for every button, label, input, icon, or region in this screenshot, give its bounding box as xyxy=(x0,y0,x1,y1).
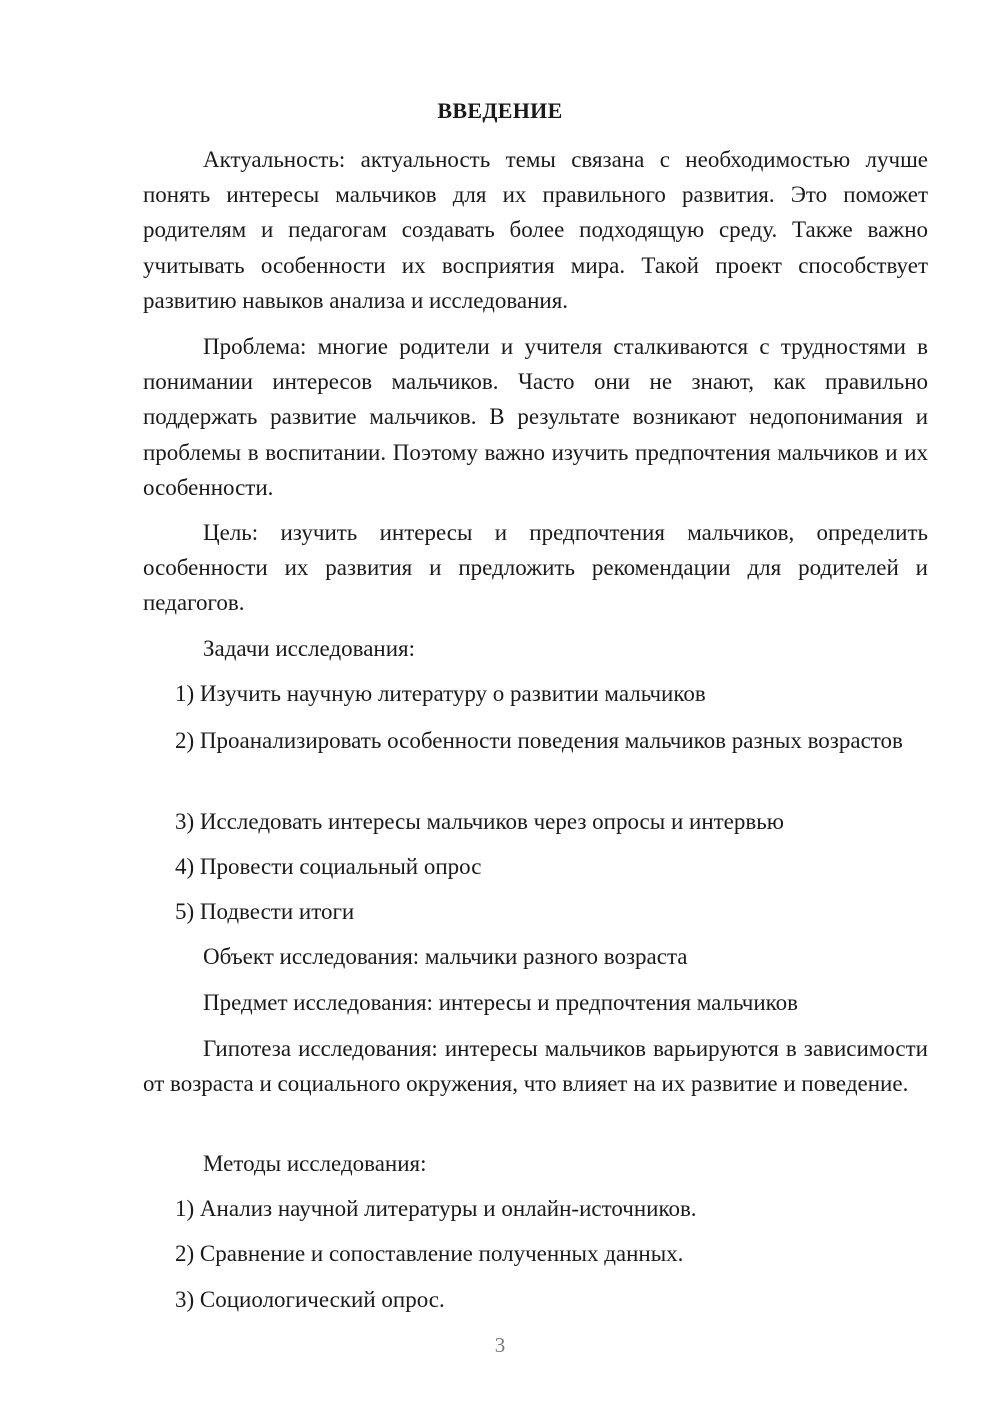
page-number: 3 xyxy=(494,1333,506,1357)
task-item: 5) Подвести итоги xyxy=(175,899,355,924)
method-item: 1) Анализ научной литературы и онлайн-источников. xyxy=(175,1196,697,1221)
tasks-heading: Задачи исследования: xyxy=(203,636,416,661)
task-item: 4) Провести социальный опрос xyxy=(175,854,482,879)
methods-heading: Методы исследования: xyxy=(203,1151,427,1176)
hypothesis-paragraph: Гипотеза исследования: интересы мальчиков варьируются в зависимости от возраста и социального окружения, что влияет на их развитие и поведение. xyxy=(143,1036,928,1097)
task-item: 3) Исследовать интересы мальчиков через опросы и интервью xyxy=(175,809,784,834)
method-item: 3) Социологический опрос. xyxy=(175,1287,445,1312)
goal-paragraph: Цель: изучить интересы и предпочтения мальчиков, определить особенности их развития и предложить рекомендации для родителей и педагогов. xyxy=(143,520,928,616)
task-item: 1) Изучить научную литературу о развитии мальчиков xyxy=(175,681,706,706)
object-paragraph: Объект исследования: мальчики разного возраста xyxy=(203,944,688,969)
relevance-paragraph: Актуальность: актуальность темы связана с необходимостью лучше понять интересы мальчиков для их правильного развития. Это поможет родителям и педагогам создавать более подходящую среду. Также важно учитывать особенности их восприятия мира. Такой проект способствует развитию навыков анализа и исследования. xyxy=(143,147,928,313)
task-item: 2) Проанализировать особенности поведения мальчиков разных возрастов xyxy=(175,728,903,753)
method-item: 2) Сравнение и сопоставление полученных данных. xyxy=(175,1241,684,1266)
problem-paragraph: Проблема: многие родители и учителя сталкиваются с трудностями в понимании интересов мальчиков. Часто они не знают, как правильно поддержать развитие мальчиков. В результате возникают недопонимания и проблемы в воспитании. Поэтому важно изучить предпочтения мальчиков и их особенности. xyxy=(143,334,928,500)
page-title: ВВЕДЕНИЕ xyxy=(437,98,563,123)
subject-paragraph: Предмет исследования: интересы и предпочтения мальчиков xyxy=(203,990,798,1015)
